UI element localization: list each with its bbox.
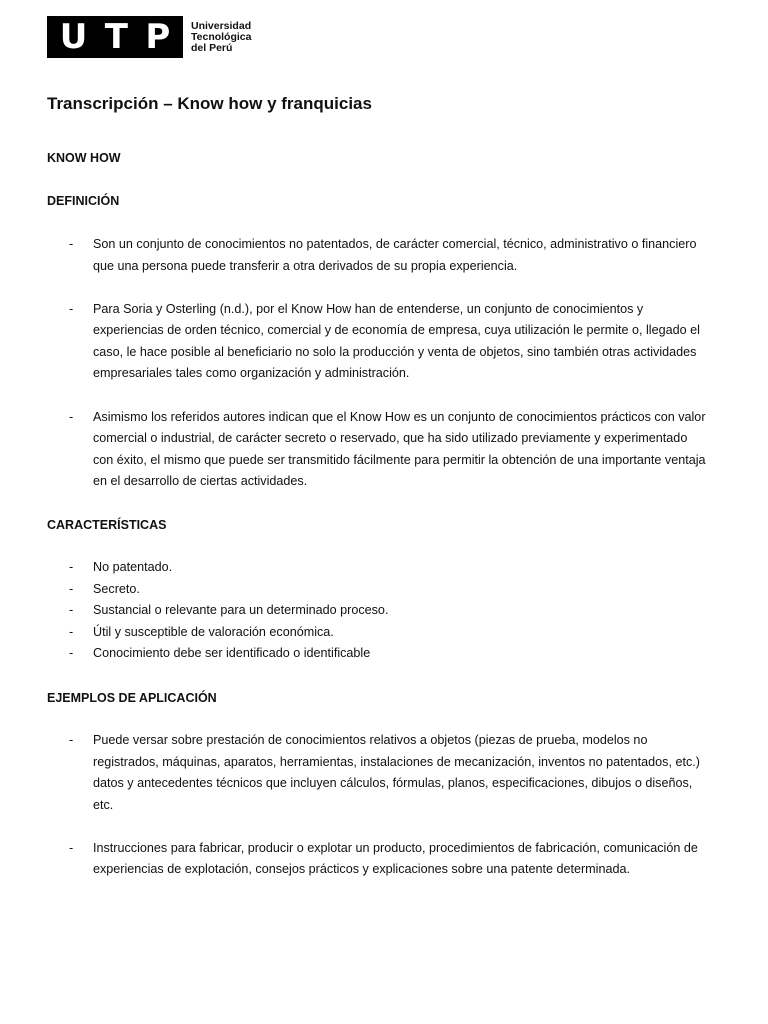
list-item-text: Son un conjunto de conocimientos no patentados, de carácter comercial, técnico, administrativo o financiero que una persona puede transferir a otra derivados de su propia experiencia. [93,237,697,273]
list-item-text: Para Soria y Osterling (n.d.), por el Know How han de entenderse, un conjunto de conocimientos y experiencias de orden técnico, comercial y de economía de empresa, cuya utilización le permite o, llegado el caso, le hace posible al beneficiario no solo la producción y venta de objetos, sino también otras actividades empresariales tales como organización y administración. [93,301,700,381]
list-item-text: Secreto. [93,581,140,596]
bullet-dash: - [69,603,74,618]
heading-caracteristicas: CARACTERÍSTICAS [47,518,167,532]
bullet-dash: - [69,733,74,747]
document-title: Transcripción – Know how y franquicias [47,94,372,113]
bullet-dash: - [69,237,74,251]
list-item-text: No patentado. [93,560,173,574]
definicion-list [47,234,707,514]
bullet-dash: - [69,581,74,596]
list-item [47,234,707,277]
logo-mark [47,16,183,58]
list-item-text: Asimismo los referidos autores indican que el Know How es un conjunto de conocimientos prácticos con valor comercial o industrial, de carácter secreto o reservado, que ha sido utilizado previamente y experimentado con éxito, el mismo que puede ser transmitido fácilmente para permitir la obtención de una importante ventaja en el desarrollo de ciertas actividades. [93,409,706,489]
bullet-dash: - [69,409,74,424]
logo-line-3: del Perú [191,41,233,54]
list-item [47,838,707,881]
bullet-dash: - [69,624,74,639]
heading-ejemplos: EJEMPLOS DE APLICACIÓN [47,691,217,705]
logo-letter-u: U [59,17,88,57]
logo-line-1: Universidad [191,19,252,32]
list-item [47,600,707,622]
utp-logo [47,16,251,58]
list-item [47,299,707,385]
logo-wordmark [191,21,251,54]
bullet-dash: - [69,301,74,316]
list-item-text: Útil y susceptible de valoración económica. [93,624,334,639]
bullet-dash: - [69,560,74,574]
list-item [47,579,707,601]
bullet-dash: - [69,646,74,661]
heading-definicion: DEFINICIÓN [47,194,120,208]
logo-letter-p: P [145,17,171,57]
heading-know-how: KNOW HOW [47,151,121,165]
logo-letter-t: T [104,17,128,57]
list-item-text: Conocimiento debe ser identificado o identificable [93,646,371,661]
logo-line-2: Tecnológica [191,30,252,43]
list-item-text: Instrucciones para fabricar, producir o explotar un producto, procedimientos de fabricación, comunicación de experiencias de explotación, consejos prácticos y explicaciones sobre una patente determinada. [93,840,698,877]
caracteristicas-list [47,557,707,665]
list-item [47,407,707,493]
bullet-dash: - [69,840,74,855]
list-item-text: Puede versar sobre prestación de conocimientos relativos a objetos (piezas de prueba, modelos no registrados, máquinas, aparatos, herramientas, instalaciones de mecanización, inventos no patentados, etc.) datos y antecedentes técnicos que incluyen cálculos, fórmulas, planos, especificaciones, dibujos o diseños, etc. [93,733,700,812]
ejemplos-list [47,730,707,903]
list-item [47,730,707,816]
list-item [47,643,707,665]
list-item-text: Sustancial o relevante para un determinado proceso. [93,603,389,618]
list-item [47,622,707,644]
list-item [47,557,707,579]
